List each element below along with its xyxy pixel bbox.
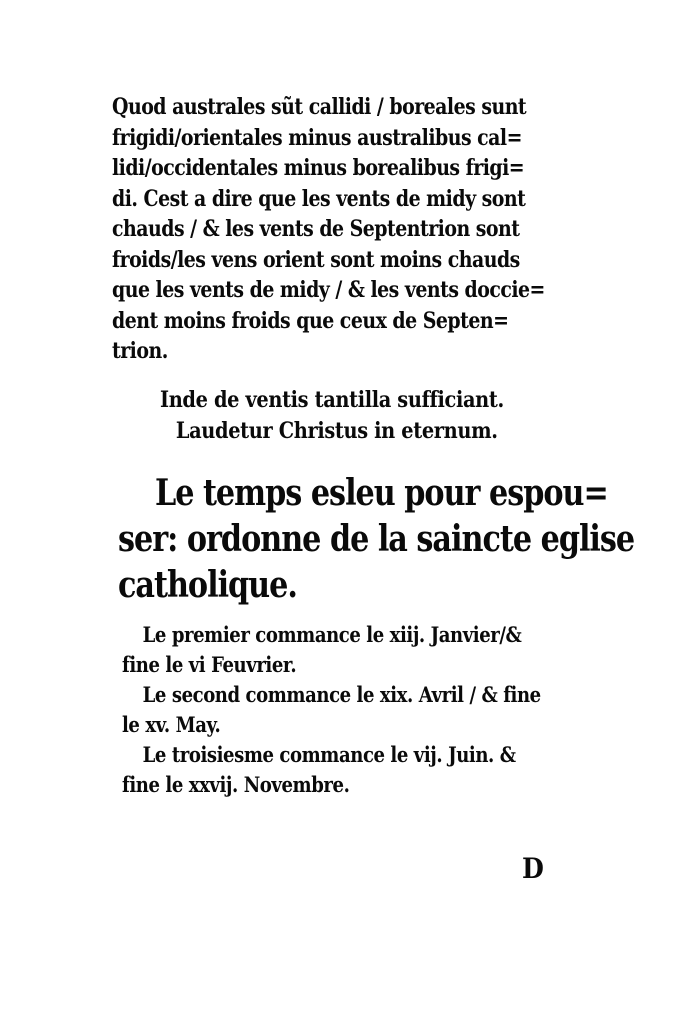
list-line: fine le vi Feuvrier. (122, 652, 297, 677)
paragraph-line: froids/les vens orient sont moins chauds (112, 246, 520, 273)
marriage-times-list (122, 620, 642, 800)
paragraph-line: lidi/occidentales minus borealibus frigi= (112, 155, 525, 181)
closing-line-laudetur: Laudetur Christus in eternum. (175, 418, 498, 444)
closing-line-inde: Inde de ventis tantilla sufficiant. (160, 387, 504, 413)
list-line: fine le xxvij. Novembre. (122, 772, 350, 797)
winds-paragraph (112, 92, 622, 367)
list-line: Le troisiesme commance le vij. Juin. & (142, 742, 516, 767)
section-heading (118, 470, 638, 608)
signature-mark: D (522, 852, 544, 885)
list-line: le xv. May. (122, 712, 221, 737)
paragraph-line: dent moins froids que ceux de Septen= (112, 307, 509, 334)
heading-line: catholique. (118, 564, 297, 606)
paragraph-line: chauds / & les vents de Septentrion sont (112, 216, 520, 242)
heading-line: ser: ordonne de la saincte eglise (118, 518, 635, 560)
list-line: Le premier commance le xiij. Janvier/& (142, 622, 522, 647)
paragraph-line: di. Cest a dire que les vents de midy sont (112, 185, 526, 212)
paragraph-line: Quod australes sũt callidi / boreales sunt (112, 94, 527, 120)
heading-line: Le temps esleu pour espou= (154, 472, 608, 514)
paragraph-line: frigidi/orientales minus australibus cal= (112, 124, 522, 151)
paragraph-line: que les vents de midy / & les vents doccie= (112, 277, 545, 303)
closing-lines (160, 385, 590, 447)
paragraph-line: trion. (112, 338, 168, 364)
list-line: Le second commance le xix. Avril / & fine (142, 682, 541, 707)
